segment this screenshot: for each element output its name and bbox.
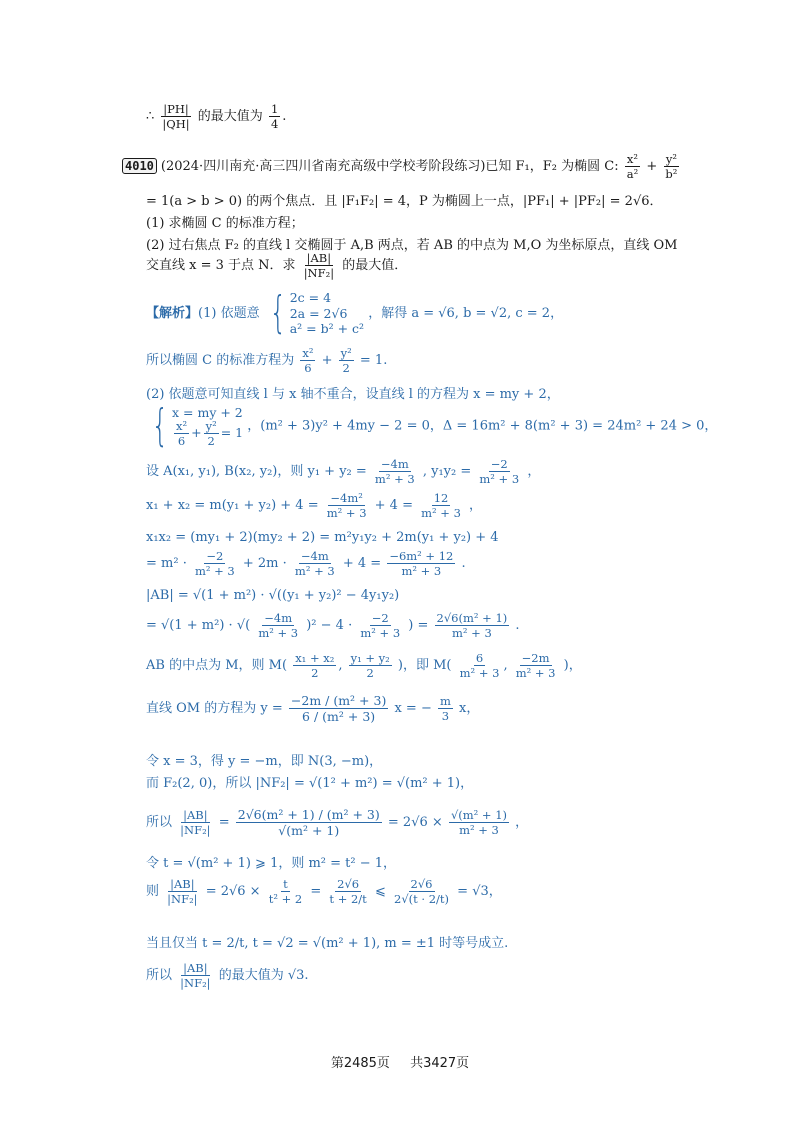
solution-step-17: 则 $\frac{|AB|}{\text{|NF₂|}}$ = 2√6 × $\frac{t}{\text{t² + 2}}$ = $\frac{2√6}{t + 2/t}$ ⩽ $\frac{2√6}{2√(t \cdot 2/t)}$ = √3， [146,877,502,907]
solution-step-16: 令 t = √(m² + 1) ⩾ 1，则 m² = t² − 1， [146,856,397,871]
fraction: $\frac{1}{4}$ [270,102,279,132]
fraction: $\frac{|PH|}{|QH|}$ [162,102,190,132]
problem-number: 4010 [122,158,157,174]
solution-step-1: 【解析】(1) 依题意 { 2c = 4 2a = 2√6 a² = b² + c² ，解得 a = √6, b = √2, c = 2， [146,287,564,339]
page-total: 共3427页 [410,1056,470,1071]
prev-conclusion: ∴ $\frac{|PH|}{|QH|}$ 的最大值为 $\frac{1}{4}$ . [146,102,287,132]
page-number: 第2485页 [330,1056,390,1071]
solution-step-19: 所以 $\frac{|AB|}{\text{|NF₂|}}$ 的最大值为 √3. [146,961,309,991]
solution-step-2: 所以椭圆 C 的标准方程为 $\frac{\text{x²}}{6}$ + $\frac{\text{y²}}{2}$ = 1. [146,346,388,376]
question-2: (2) 过右焦点 F₂ 的直线 l 交椭圆于 A,B 两点，若 AB 的中点为 M,O 为坐标原点，直线 OM [146,238,678,253]
fraction: $\frac{\text{x²}}{\text{a²}}$ [626,152,639,182]
solution-step-7: x₁x₂ = (my₁ + 2)(my₂ + 2) = m²y₁y₂ + 2m(y₁ + y₂) + 4 [146,530,499,545]
solution-tag: 【解析】 [146,305,199,321]
solution-step-12: 直线 OM 的方程为 y = $\frac{\text{−2m / (m² + 3)}}{\text{6 / (m² + 3)}}$ x = − $\frac{m}{3}$ x， [146,693,480,725]
solution-step-4: { x = my + 2 $\frac{\text{x²}}{6}$ + $\frac{\text{y²}}{2}$ = 1 ，(m² + 3)y² + 4my − 2 = 0，Δ = 16m² + 8(m² + 3) = 24m² + 24 > 0， [146,404,800,448]
solution-step-11: AB 的中点为 M，则 M( $\frac{\text{x₁ + x₂}}{2}$ , $\frac{\text{y₁ + y₂}}{2}$ )，即 M( $\frac{6}{\text{m² + 3}}$ , $\frac{-2m}{\text{m² + 3}}$ )， [146,651,582,681]
solution-step-13: 令 x = 3，得 y = −m，即 N(3, −m)， [146,754,383,769]
solution-step-6: x₁ + x₂ = m(y₁ + y₂) + 4 = $\frac{\text{−4m²}}{\text{m² + 3}}$ + 4 = $\frac{12}{\text{m² + 3}}$ ， [146,491,483,521]
equation-system: { x = my + 2 $\frac{\text{x²}}{6}$ + $\frac{\text{y²}}{2}$ = 1 [151,400,244,451]
problem-line-1: 4010 (2024·四川南充·高三四川省南充高级中学校考阶段练习)已知 F₁，F₂ 为椭圆 C: $\frac{\text{x²}}{\text{a²}}$ + $\frac{\text{y²}}{\text{b²}}$ [122,153,800,180]
fraction: $\frac{\text{y²}}{\text{b²}}$ [665,152,678,182]
solution-step-15: 所以 $\frac{|AB|}{\text{|NF₂|}}$ = $\frac{\text{2√6(m² + 1) / (m² + 3)}}{\text{√(m² + 1)}}$ = 2√6 × $\frac{\text{√(m² + 1)}}{\text{m² + 3}}$ ， [146,807,529,839]
fraction: $\frac{|AB|}{\text{|NF₂|}}$ [303,251,335,281]
question-2-cont: 交直线 x = 3 于点 N．求 $\frac{|AB|}{\text{|NF₂|}}$ 的最大值． [146,251,408,281]
equation-system: { 2c = 4 2a = 2√6 a² = b² + c² [269,287,365,339]
problem-line-2: = 1(a > b > 0) 的两个焦点．且 |F₁F₂| = 4，P 为椭圆上一点，|PF₁| + |PF₂| = 2√6． [146,194,663,209]
solution-step-9: |AB| = √(1 + m²) · √((y₁ + y₂)² − 4y₁y₂) [146,588,400,603]
solution-step-3: (2) 依题意可知直线 l 与 x 轴不重合，设直线 l 的方程为 x = my + 2， [146,387,560,402]
solution-step-18: 当且仅当 t = 2/t, t = √2 = √(m² + 1), m = ±1 时等号成立. [146,936,509,951]
solution-step-5: 设 A(x₁, y₁), B(x₂, y₂)，则 y₁ + y₂ = $\frac{-4m}{\text{m² + 3}}$ , y₁y₂ = $\frac{-2}{\text{m² + 3}}$ ， [146,457,541,487]
solution-step-14: 而 F₂(2, 0)，所以 |NF₂| = √(1² + m²) = √(m² + 1)， [146,776,474,791]
solution-step-10: = √(1 + m²) · √( $\frac{-4m}{\text{m² + 3}}$ )² − 4 · $\frac{-2}{\text{m² + 3}}$ ) = $\frac{\text{2√6(m² + 1)}}{\text{m² + 3}}$ . [146,611,520,641]
question-1: (1) 求椭圆 C 的标准方程； [146,216,304,231]
page-footer [0,1052,800,1071]
solution-step-8: = m² · $\frac{-2}{\text{m² + 3}}$ + 2m · $\frac{-4m}{\text{m² + 3}}$ + 4 = $\frac{\text{−6m² + 12}}{\text{m² + 3}}$ . [146,549,466,579]
